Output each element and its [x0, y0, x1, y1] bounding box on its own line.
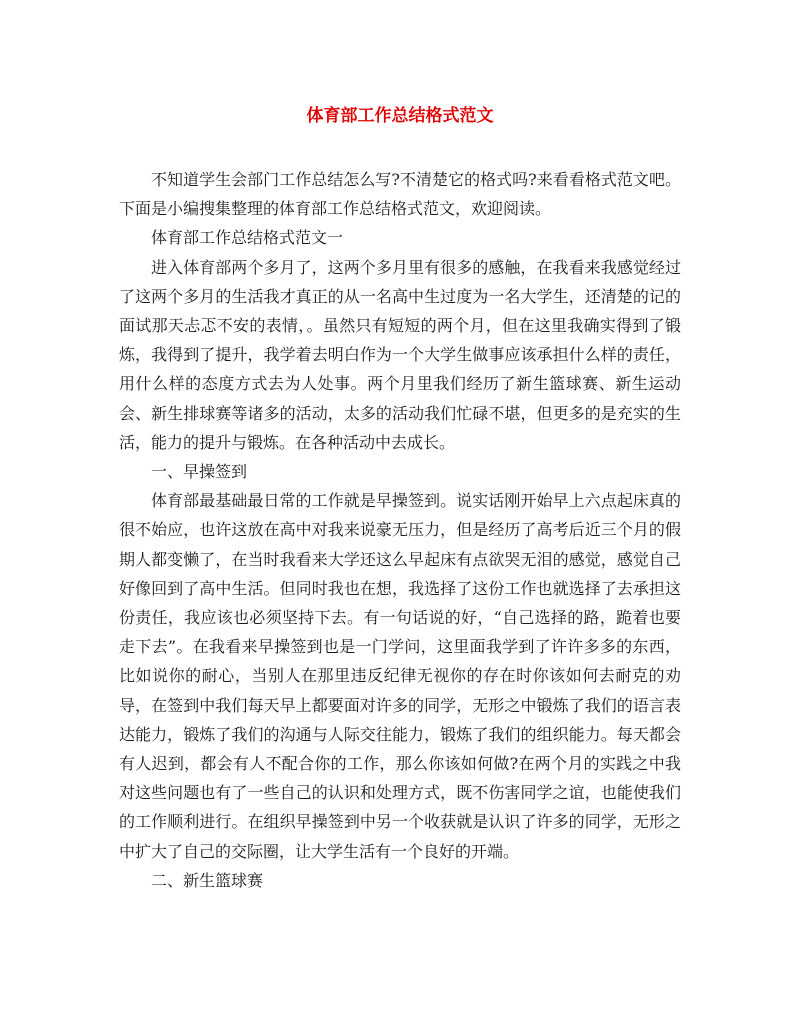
section-heading: 二、新生篮球赛 — [151, 870, 264, 890]
body-paragraph: 体育部最基础最日常的工作就是早操签到。说实话刚开始早上六点起床真的很不始应，也许这放在高中对我来说豪无压力，但是经历了高考后近三个月的假期人都变懒了，在当时我看来大学还这么早起床有点欲哭无泪的感觉，感觉自己好像回到了高中生活。但同时我也在想，我选择了这份工作也就选择了去承担这份责任，我应该也必须坚持下去。有一句话说的好，“自己选择的路，跪着也要走下去”。在我看来早操签到也是一门学问，这里面我学到了许许多多的东西，比如说你的耐心，当别人在那里违反纪律无视你的存在时你该如何去耐克的劝导，在签到中我们每天早上都要面对许多的同学，无形之中锻炼了我们的语言表达能力，锻炼了我们的沟通与人际交往能力，锻炼了我们的组织能力。每天都会有人迟到，都会有人不配合你的工作，那么你该如何做?在两个月的实践之中我对这些问题也有了一些自己的认识和处理方式，既不伤害同学之谊，也能使我们的工作顺利进行。在组织早操签到中另一个收获就是认识了许多的同学，无形之中扩大了自己的交际圈，让大学生活有一个良好的开端。 — [119, 491, 681, 861]
body-paragraph: 进入体育部两个多月了，这两个多月里有很多的感触，在我看来我感觉经过了这两个多月的生活我才真正的从一名高中生过度为一名大学生，还清楚的记的面试那天忐忑不安的表情，。虽然只有短短的两个月，但在这里我确实得到了锻炼，我得到了提升，我学着去明白作为一个大学生做事应该承担什么样的责任，用什么样的态度方式去为人处事。两个月里我们经历了新生篮球赛、新生运动会、新生排球赛等诸多的活动，太多的活动我们忙碌不堪，但更多的是充实的生活，能力的提升与锻炼。在各种活动中去成长。 — [119, 257, 681, 452]
intro-paragraph: 不知道学生会部门工作总结怎么写?不清楚它的格式吗?来看看格式范文吧。下面是小编搜集整理的体育部工作总结格式范文，欢迎阅读。 — [119, 170, 681, 219]
section-heading: 体育部工作总结格式范文一 — [151, 228, 344, 248]
section-heading: 一、早操签到 — [151, 462, 248, 482]
document-title: 体育部工作总结格式范文 — [306, 106, 494, 126]
document-body — [119, 165, 681, 895]
